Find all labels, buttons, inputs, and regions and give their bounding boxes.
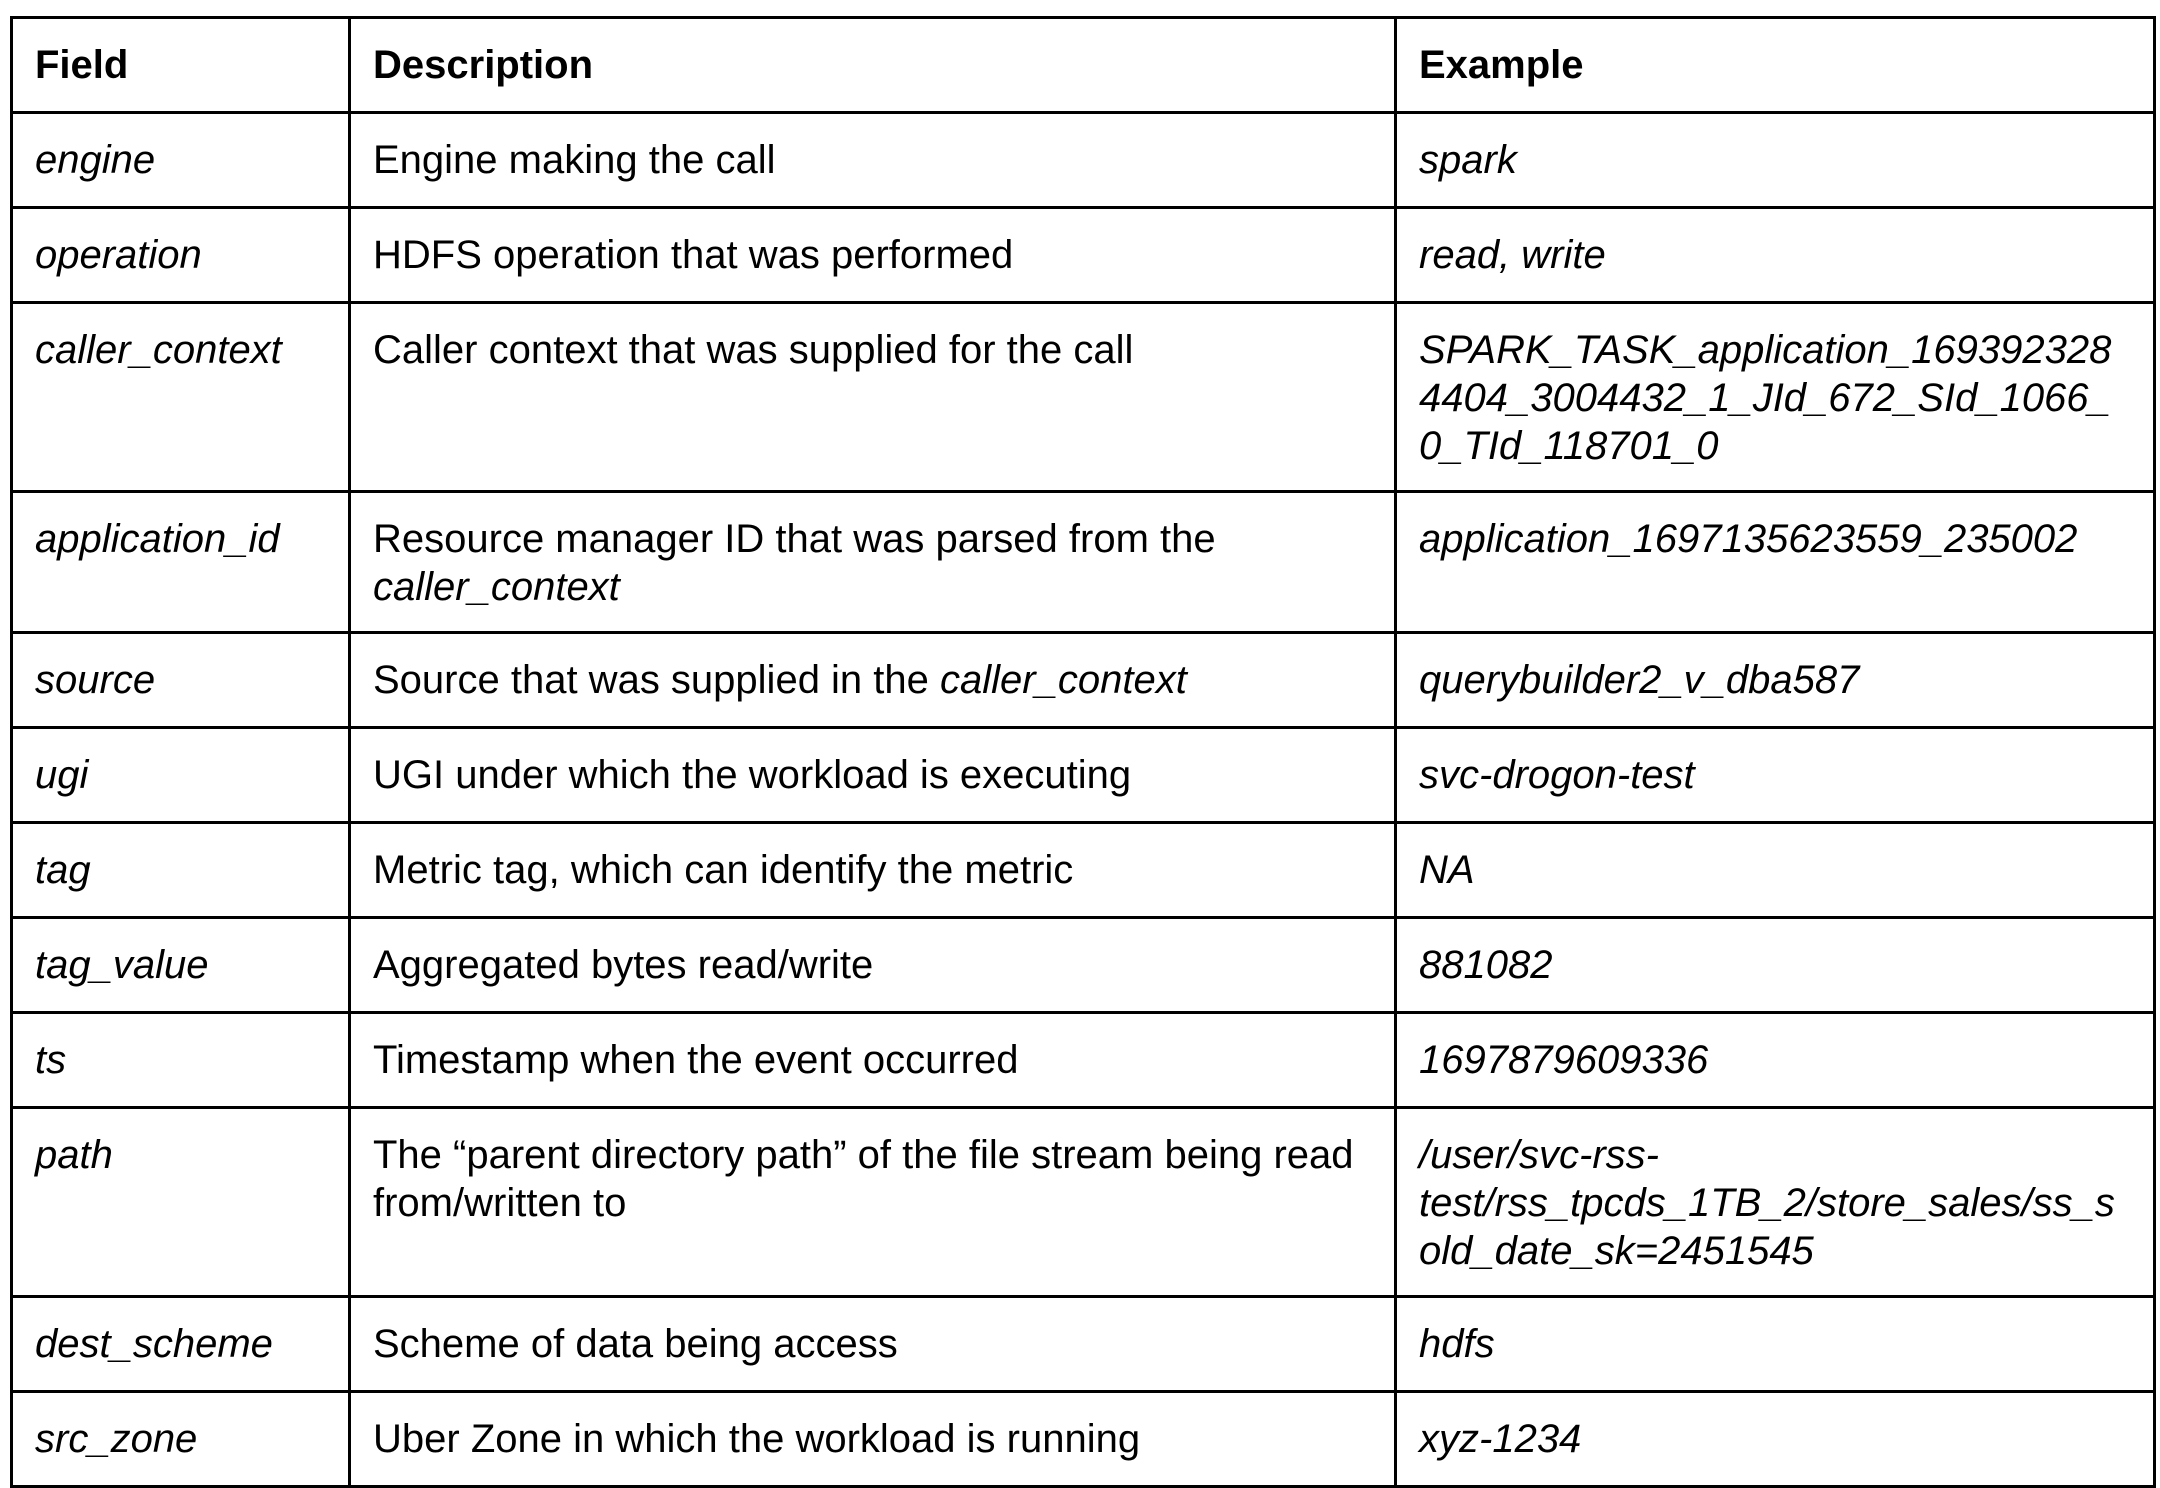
description-text: Resource manager ID that was parsed from the <box>373 517 1216 561</box>
field-cell: path <box>12 1108 350 1297</box>
example-cell: read, write <box>1396 208 2155 303</box>
table-row <box>12 1297 2155 1392</box>
table-body <box>12 113 2155 1487</box>
table-row <box>12 633 2155 728</box>
description-cell <box>350 1108 1396 1297</box>
field-cell: dest_scheme <box>12 1297 350 1392</box>
description-cell <box>350 728 1396 823</box>
table-row <box>12 1108 2155 1297</box>
description-cell <box>350 113 1396 208</box>
field-cell: ugi <box>12 728 350 823</box>
description-cell <box>350 823 1396 918</box>
header-description: Description <box>350 18 1396 113</box>
description-cell <box>350 633 1396 728</box>
table-header <box>12 18 2155 113</box>
example-cell: xyz-1234 <box>1396 1392 2155 1487</box>
description-text: Source that was supplied in the <box>373 658 941 702</box>
table-row <box>12 208 2155 303</box>
table-row <box>12 918 2155 1013</box>
table-row <box>12 1013 2155 1108</box>
field-cell: caller_context <box>12 303 350 492</box>
description-cell <box>350 208 1396 303</box>
example-cell: spark <box>1396 113 2155 208</box>
description-cell <box>350 1297 1396 1392</box>
table-row <box>12 728 2155 823</box>
header-field: Field <box>12 18 350 113</box>
description-text: Uber Zone in which the workload is running <box>373 1417 1141 1461</box>
description-term: caller_context <box>940 658 1187 702</box>
description-cell <box>350 1013 1396 1108</box>
description-term: caller_context <box>373 565 620 609</box>
description-text: Caller context that was supplied for the call <box>373 328 1134 372</box>
description-text: UGI under which the workload is executing <box>373 753 1132 797</box>
table-row <box>12 1392 2155 1487</box>
description-cell <box>350 303 1396 492</box>
field-cell: tag_value <box>12 918 350 1013</box>
description-text: Engine making the call <box>373 138 776 182</box>
example-cell: 1697879609336 <box>1396 1013 2155 1108</box>
header-row <box>12 18 2155 113</box>
fields-table <box>10 16 2156 1488</box>
header-example: Example <box>1396 18 2155 113</box>
description-cell <box>350 492 1396 633</box>
example-cell: svc-drogon-test <box>1396 728 2155 823</box>
example-cell: SPARK_TASK_application_1693923284404_3004432_1_JId_672_SId_1066_0_TId_118701_0 <box>1396 303 2155 492</box>
description-cell <box>350 918 1396 1013</box>
field-cell: ts <box>12 1013 350 1108</box>
description-text: Scheme of data being access <box>373 1322 898 1366</box>
example-cell: hdfs <box>1396 1297 2155 1392</box>
example-cell: querybuilder2_v_dba587 <box>1396 633 2155 728</box>
table-row <box>12 823 2155 918</box>
example-cell: application_1697135623559_235002 <box>1396 492 2155 633</box>
description-cell <box>350 1392 1396 1487</box>
example-cell: /user/svc-rss-test/rss_tpcds_1TB_2/store_sales/ss_sold_date_sk=2451545 <box>1396 1108 2155 1297</box>
example-cell: 881082 <box>1396 918 2155 1013</box>
description-text: The “parent directory path” of the file stream being read from/written to <box>373 1133 1354 1225</box>
description-text: Aggregated bytes read/write <box>373 943 874 987</box>
field-cell: application_id <box>12 492 350 633</box>
table-row <box>12 303 2155 492</box>
field-cell: tag <box>12 823 350 918</box>
description-text: Timestamp when the event occurred <box>373 1038 1019 1082</box>
table-row <box>12 113 2155 208</box>
field-cell: engine <box>12 113 350 208</box>
description-text: Metric tag, which can identify the metric <box>373 848 1074 892</box>
table-row <box>12 492 2155 633</box>
field-cell: source <box>12 633 350 728</box>
example-cell: NA <box>1396 823 2155 918</box>
field-cell: operation <box>12 208 350 303</box>
description-text: HDFS operation that was performed <box>373 233 1014 277</box>
field-cell: src_zone <box>12 1392 350 1487</box>
